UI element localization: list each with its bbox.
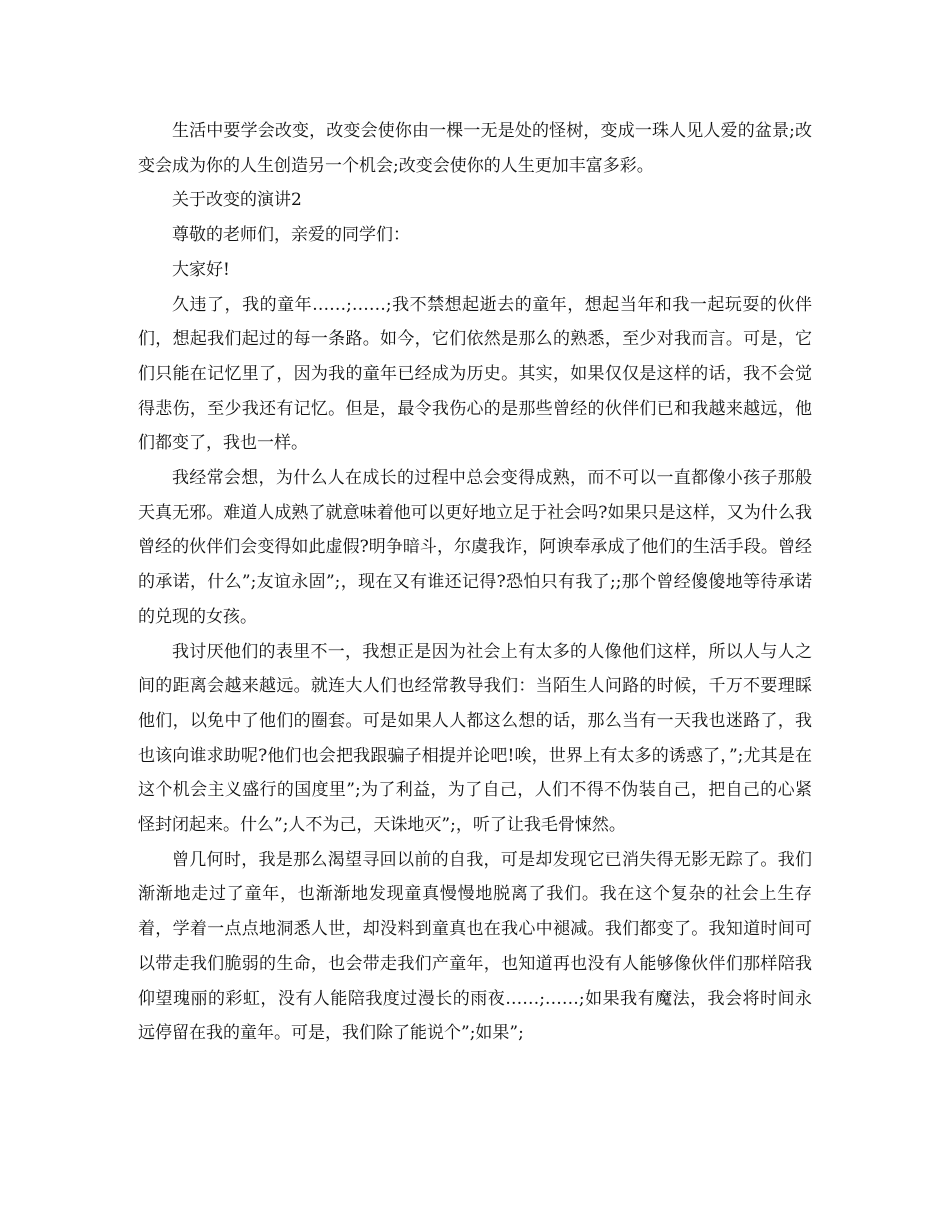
paragraph-intro: 生活中要学会改变，改变会使你由一棵一无是处的怪树，变成一珠人见人爱的盆景;改变会成为你的人生创造另一个机会;改变会使你的人生更加丰富多彩。 [138,121,812,176]
paragraph-childhood: 久违了，我的童年……;……;我不禁想起逝去的童年，想起当年和我一起玩耍的伙伴们，想起我们起过的每一条路。如今，它们依然是那么的熟悉，至少对我而言。可是，它们只能在记忆里了，因为我的童年已经成为历史。其实，如果仅仅是这样的话，我不会觉得悲伤，至少我还有记忆。但是，最令我伤心的是那些曾经的伙伴们已和我越来越远，他们都变了，我也一样。 [138,294,812,454]
paragraph-maturity: 我经常会想，为什么人在成长的过程中总会变得成熟，而不可以一直都像小孩子那般天真无邪。难道人成熟了就意味着他可以更好地立足于社会吗?如果只是这样，又为什么我曾经的伙伴们会变得如此虚假?明争暗斗，尔虞我诈，阿谀奉承成了他们的生活手段。曾经的承诺，什么”;友谊永固”;，现在又有谁还记得?恐怕只有我了;;那个曾经傻傻地等待承诺的兑现的女孩。 [138,468,812,627]
greeting: 大家好! [172,259,230,280]
section-title: 关于改变的演讲2 [172,190,302,211]
document-page [138,114,812,1051]
paragraph-distance: 我讨厌他们的表里不一，我想正是因为社会上有太多的人像他们这样，所以人与人之间的距离会越来越远。就连大人们也经常教导我们：当陌生人问路的时候，千万不要理睬他们，以免中了他们的圈套。可是如果人人都这么想的话，那么当有一天我也迷路了，我也该向谁求助呢?他们也会把我跟骗子相提并论吧!唉，世界上有太多的诱惑了，”;尤其是在这个机会主义盛行的国度里”;为了利益，为了自己，人们不得不伪装自己，把自己的心紧怪封闭起来。什么”;人不为己，天诛地灭”;，听了让我毛骨悚然。 [138,641,812,836]
salutation: 尊敬的老师们，亲爱的同学们： [172,225,410,246]
paragraph-innocence: 曾几何时，我是那么渴望寻回以前的自我，可是却发现它已消失得无影无踪了。我们渐渐地走过了童年，也渐渐地发现童真慢慢地脱离了我们。我在这个复杂的社会上生存着，学着一点点地洞悉人世，却没料到童真也在我心中褪减。我们都变了。我知道时间可以带走我们脆弱的生命，也会带走我们产童年，也知道再也没有人能够像伙伴们那样陪我仰望瑰丽的彩虹，没有人能陪我度过漫长的雨夜……;……;如果我有魔法，我会将时间永远停留在我的童年。可是，我们除了能说个”;如果”; [138,849,812,1044]
